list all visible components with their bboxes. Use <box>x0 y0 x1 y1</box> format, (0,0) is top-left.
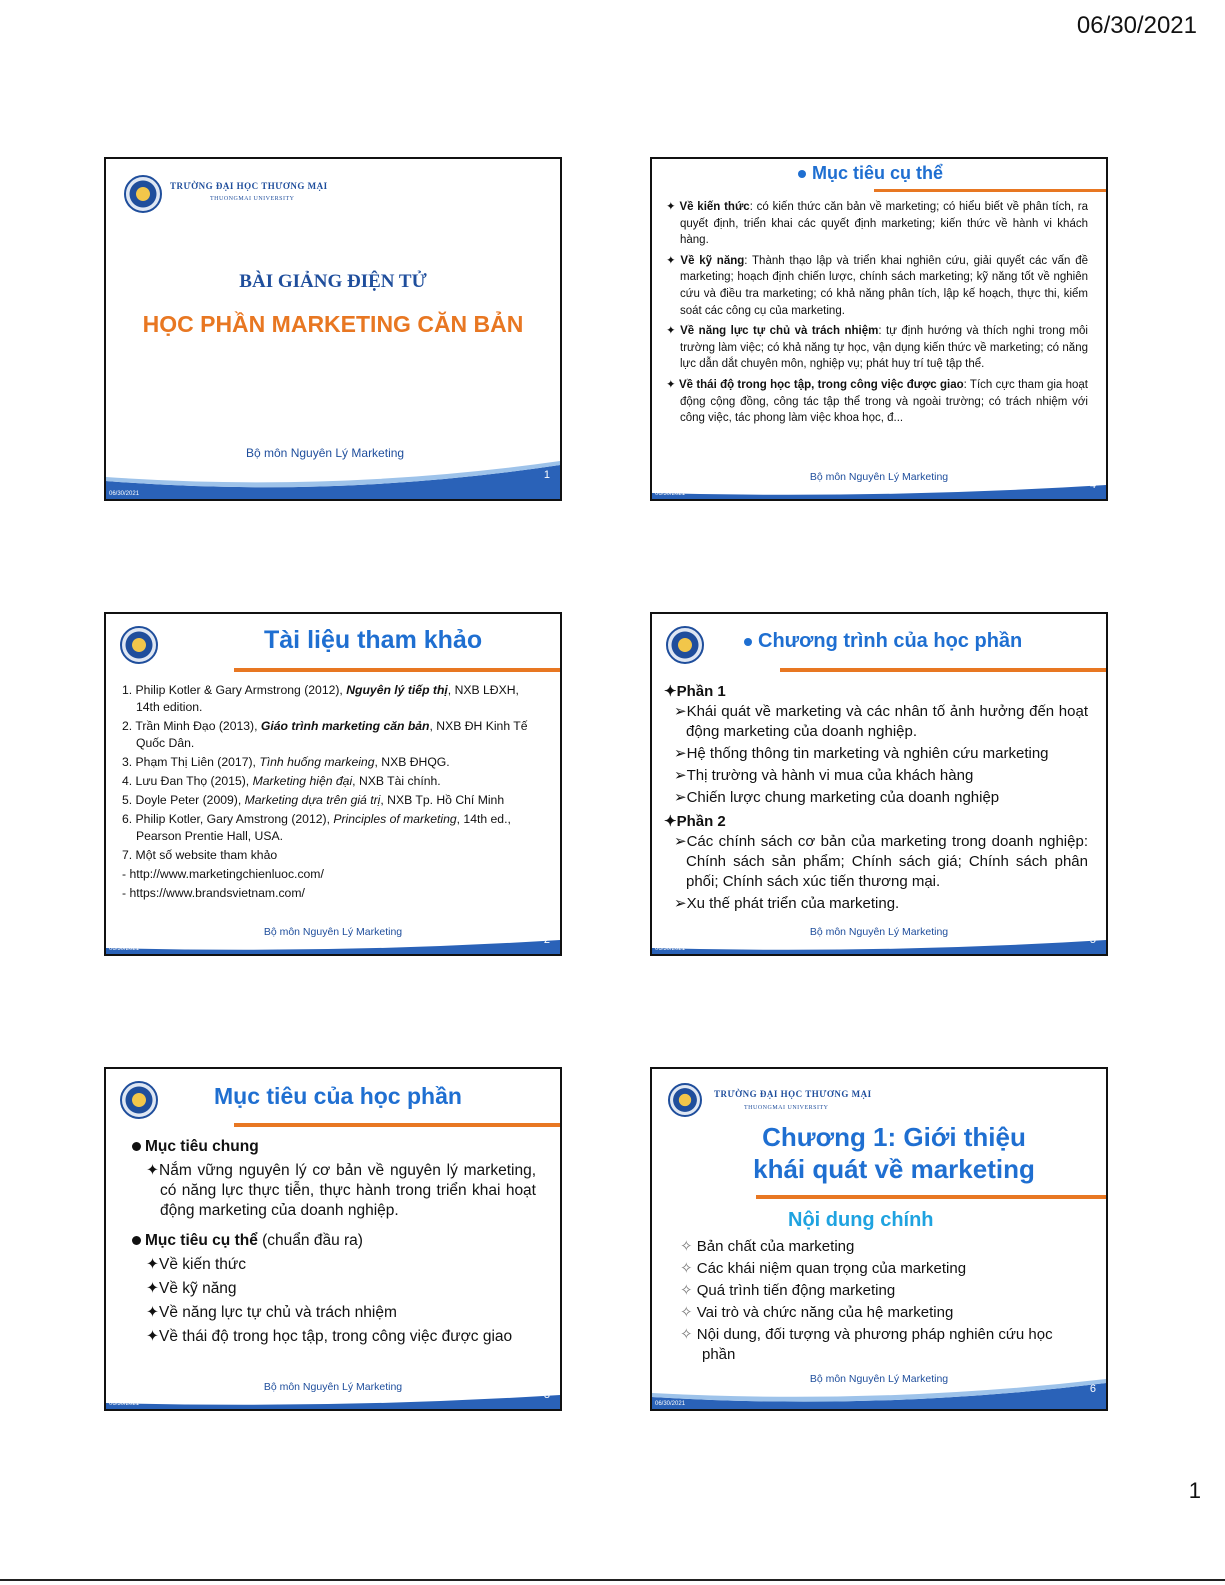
slide-2[interactable] <box>104 612 562 956</box>
title-underline <box>234 668 560 672</box>
content-item-text: Quá trình tiến động marketing <box>696 1282 896 1299</box>
footer-bar <box>652 940 1106 954</box>
program-item <box>674 788 1088 808</box>
content-item <box>680 1303 1066 1323</box>
slide-title: Mục tiêu của học phần <box>214 1083 462 1109</box>
content-item-text: Vai trò và chức năng của hệ marketing <box>696 1304 954 1321</box>
program-item-text: Chiến lược chung marketing của doanh nghiệp <box>686 789 1000 806</box>
star-bullet-icon: ✦ <box>666 201 680 213</box>
slide-footer-date: 06/30/2021 <box>109 1401 140 1407</box>
slide-footer-date: 06/30/2021 <box>655 946 686 952</box>
bullet-dot-icon <box>744 638 752 646</box>
slide-title: Chương trình của học phần <box>744 630 1022 653</box>
reference-publisher: , NXB ĐHQG. <box>374 755 450 769</box>
objective-item <box>666 253 1088 319</box>
program-item <box>674 766 1088 786</box>
specific-goal-text: Về năng lực tự chủ và trách nhiệm <box>159 1304 397 1321</box>
university-name: TRƯỜNG ĐẠI HỌC THƯƠNG MẠI <box>170 181 328 191</box>
reference-text: 4. Lưu Đan Thọ (2015), <box>122 774 253 788</box>
part-heading <box>664 682 1088 702</box>
reference-text: - http://www.marketingchienluoc.com/ <box>122 867 324 881</box>
footer-bar <box>106 459 560 499</box>
section-heading: Nội dung chính <box>788 1209 934 1231</box>
page-date: 06/30/2021 <box>1076 12 1197 39</box>
reference-item <box>122 847 540 864</box>
objective-text: : Thành thạo lập và triển khai nghiên cứu, giải quyết các vấn đề marketing; hoạch định chiến lược, chính sách marketing; kỹ năng tốt về nghiên cứu và điều tra marketing; có khả năng phân tích, lập kế hoạch, thực thi, kiểm soát các công cụ của marketing. <box>680 254 1088 317</box>
content-item <box>680 1281 1066 1301</box>
specific-goal-text: Về thái độ trong học tập, trong công việc được giao <box>159 1328 513 1345</box>
slide-number: 5 <box>1089 934 1096 946</box>
slide-title: Mục tiêu cụ thể <box>798 163 943 184</box>
slide-1[interactable] <box>104 157 562 501</box>
content-item <box>680 1237 1066 1257</box>
slide-number: 2 <box>543 934 550 946</box>
department-label: Bộ môn Nguyên Lý Marketing <box>809 926 949 938</box>
reference-publisher: , NXB ĐH Kinh Tế Quốc Dân. <box>136 719 528 750</box>
content-item <box>680 1259 1066 1279</box>
objective-text: : Tích cực tham gia hoạt động cộng đồng, công tác tập thể trong và ngoài trường; có trách nhiệm với công việc, tác phong làm việc khoa học, đ... <box>680 378 1088 425</box>
department-label: Bộ môn Nguyên Lý Marketing <box>809 471 949 483</box>
university-logo <box>668 1083 702 1117</box>
specific-goal-item <box>146 1279 536 1299</box>
reference-item <box>122 885 540 902</box>
university-name: TRƯỜNG ĐẠI HỌC THƯƠNG MẠI <box>714 1089 872 1099</box>
content-item-text: Bản chất của marketing <box>696 1238 855 1255</box>
reference-item <box>122 866 540 883</box>
reference-title: Giáo trình marketing căn bản <box>260 719 430 733</box>
slide-content <box>132 1137 536 1347</box>
program-item <box>674 744 1088 764</box>
reference-item <box>122 792 540 809</box>
star-bullet-icon: ✦ <box>146 1304 159 1321</box>
star-bullet-icon: ✦ <box>666 378 679 391</box>
university-logo <box>124 175 162 213</box>
content-item-text: Nội dung, đối tượng và phương pháp nghiên cứu học phần <box>696 1326 1053 1363</box>
bullet-dot-icon <box>132 1142 141 1151</box>
department-label: Bộ môn Nguyên Lý Marketing <box>263 1381 403 1393</box>
program-item-text: Xu thế phát triển của marketing. <box>686 895 900 912</box>
program-item <box>674 832 1088 892</box>
chapter-title-line-1: Chương 1: Giới thiệu <box>762 1122 1026 1152</box>
title-underline <box>756 1195 1106 1199</box>
part-heading-label: Phần 2 <box>676 813 726 830</box>
slide-6[interactable] <box>650 1067 1108 1411</box>
university-logo <box>120 626 158 664</box>
reference-text: 7. Một số website tham khảo <box>122 848 278 862</box>
specific-goal-heading: Mục tiêu cụ thể (chuẩn đầu ra) <box>132 1231 536 1251</box>
objective-heading: Về kiến thức <box>679 201 750 213</box>
general-goal-heading: Mục tiêu chung <box>132 1137 536 1157</box>
page-number: 1 <box>1188 1478 1201 1503</box>
slide-number: 6 <box>1089 1383 1096 1395</box>
program-item-text: Khái quát về marketing và các nhân tố ảnh hưởng đến hoạt động marketing của doanh nghiệp. <box>686 703 1088 740</box>
objective-heading: Về thái độ trong học tập, trong công việc được giao <box>678 378 964 391</box>
footer-bar <box>106 1395 560 1409</box>
slide-number: 4 <box>1089 479 1096 491</box>
footer-bar <box>652 1379 1106 1409</box>
slide-3[interactable] <box>104 1067 562 1411</box>
slide-content <box>664 678 1088 916</box>
reference-title: Marketing hiện đại <box>252 774 353 788</box>
reference-text: 5. Doyle Peter (2009), <box>122 793 245 807</box>
university-subtitle: THUONGMAI UNIVERSITY <box>744 1105 829 1111</box>
star-bullet-icon: ✦ <box>146 1256 159 1273</box>
reference-text: 3. Phạm Thị Liên (2017), <box>122 755 260 769</box>
title-underline <box>874 189 1106 192</box>
reference-publisher: , NXB LĐXH, 14th edition. <box>136 683 519 714</box>
slide-footer-date: 06/30/2021 <box>109 491 140 497</box>
reference-title: Principles of marketing <box>333 812 457 826</box>
slide-subtitle: BÀI GIẢNG ĐIỆN TỬ <box>239 271 427 292</box>
star-bullet-icon: ✦ <box>666 325 681 338</box>
reference-title: Marketing dựa trên giá trị <box>244 793 381 807</box>
department-label: Bộ môn Nguyên Lý Marketing <box>809 1373 949 1385</box>
university-subtitle: THUONGMAI UNIVERSITY <box>210 196 295 202</box>
slide-footer-date: 06/30/2021 <box>109 946 140 952</box>
compass-bullet-icon: ✧ <box>680 1238 697 1255</box>
objective-heading: Về kỹ năng <box>680 254 745 267</box>
bullet-dot-icon <box>798 170 806 178</box>
arrow-bullet-icon: ➢ <box>674 789 687 806</box>
bullet-dot-icon <box>132 1236 141 1245</box>
slide-number: 1 <box>543 469 550 481</box>
star-bullet-icon: ✦ <box>664 813 677 830</box>
title-underline <box>234 1123 560 1127</box>
specific-goal-item <box>146 1303 536 1323</box>
reference-item <box>122 718 540 752</box>
reference-publisher: , NXB Tp. Hồ Chí Minh <box>380 793 505 807</box>
slide-footer-date: 06/30/2021 <box>655 491 686 497</box>
reference-text: 1. Philip Kotler & Gary Armstrong (2012), <box>122 683 347 697</box>
arrow-bullet-icon: ➢ <box>674 895 687 912</box>
slide-footer-date: 06/30/2021 <box>655 1401 686 1407</box>
star-bullet-icon: ✦ <box>146 1328 159 1345</box>
university-logo <box>120 1081 158 1119</box>
program-item <box>674 894 1088 914</box>
program-item-text: Các chính sách cơ bản của marketing trong doanh nghiệp: Chính sách sản phẩm; Chính sách giá; Chính sách phân phối; Chính sách xúc tiến thương mại. <box>686 833 1088 890</box>
slide-content <box>666 199 1088 431</box>
content-item <box>680 1325 1066 1365</box>
department-label: Bộ môn Nguyên Lý Marketing <box>263 926 403 938</box>
compass-bullet-icon: ✧ <box>680 1282 697 1299</box>
title-underline <box>780 668 1106 672</box>
objective-text: : tự định hướng và thích nghi trong môi trường làm việc; có khả năng tự học, vận dụng kiến thức về marketing; có năng lực dẫn dắt chuyên môn, nghiệp vụ; phát huy trí tuệ tập thể. <box>680 325 1088 371</box>
part-heading <box>664 812 1088 832</box>
department-label: Bộ môn Nguyên Lý Marketing <box>246 446 405 460</box>
specific-goals-list <box>146 1255 536 1347</box>
objective-item <box>666 199 1088 249</box>
program-item-text: Hệ thống thông tin marketing và nghiên cứu marketing <box>686 745 1049 762</box>
reference-publisher: , NXB Tài chính. <box>352 774 441 788</box>
part-heading-label: Phần 1 <box>676 683 726 700</box>
bottom-rule <box>0 1579 1225 1581</box>
content-item-text: Các khái niệm quan trọng của marketing <box>696 1260 967 1277</box>
reference-text: - https://www.brandsvietnam.com/ <box>122 886 305 900</box>
program-item-text: Thị trường và hành vi mua của khách hàng <box>686 767 974 784</box>
general-goal-text: ✦Nắm vững nguyên lý cơ bản về nguyên lý marketing, có năng lực thực tiễn, thực hành trong triển khai hoạt động marketing của doanh nghiệp. <box>146 1162 536 1219</box>
compass-bullet-icon: ✧ <box>680 1260 697 1277</box>
objective-item <box>666 323 1088 373</box>
university-logo <box>666 626 704 664</box>
objective-heading: Về năng lực tự chủ và trách nhiệm <box>680 325 879 338</box>
objective-text: : có kiến thức căn bản về marketing; có hiểu biết về phân tích, ra quyết định, triển khai các quyết định marketing; kiến thức về hành vi khách hàng. <box>680 201 1088 247</box>
chapter-title-line-2: khái quát về marketing <box>753 1154 1035 1184</box>
slide-title: Tài liệu tham khảo <box>264 626 483 654</box>
chapter-title <box>682 1121 1106 1185</box>
reference-item <box>122 811 540 845</box>
slide-4[interactable] <box>650 157 1108 501</box>
compass-bullet-icon: ✧ <box>680 1326 697 1343</box>
specific-goal-item <box>146 1327 536 1347</box>
slide-5[interactable] <box>650 612 1108 956</box>
reference-item <box>122 682 540 716</box>
arrow-bullet-icon: ➢ <box>674 745 687 762</box>
specific-goal-text: Về kỹ năng <box>159 1280 237 1297</box>
star-bullet-icon: ✦ <box>664 683 677 700</box>
arrow-bullet-icon: ➢ <box>674 833 687 850</box>
objective-item <box>666 377 1088 427</box>
reference-item <box>122 773 540 790</box>
star-bullet-icon: ✦ <box>146 1162 159 1179</box>
specific-goal-text: Về kiến thức <box>159 1256 247 1273</box>
reference-item <box>122 754 540 771</box>
arrow-bullet-icon: ➢ <box>674 767 687 784</box>
slide-number: 3 <box>543 1389 550 1401</box>
footer-bar <box>652 485 1106 499</box>
compass-bullet-icon: ✧ <box>680 1304 697 1321</box>
slide-title: HỌC PHẦN MARKETING CĂN BẢN <box>142 311 524 337</box>
reference-publisher: , 14th ed., Pearson Prentie Hall, USA. <box>136 812 511 843</box>
star-bullet-icon: ✦ <box>146 1280 159 1297</box>
reference-title: Tình huống markeing <box>259 755 375 769</box>
specific-goal-item <box>146 1255 536 1275</box>
arrow-bullet-icon: ➢ <box>674 703 687 720</box>
program-item <box>674 702 1088 742</box>
reference-title: Nguyên lý tiếp thị <box>346 683 448 697</box>
slide-content <box>680 1237 1066 1367</box>
reference-text: 6. Philip Kotler, Gary Amstrong (2012), <box>122 812 334 826</box>
reference-text: 2. Trần Minh Đạo (2013), <box>122 719 261 733</box>
references-list <box>122 682 540 904</box>
footer-bar <box>106 940 560 954</box>
star-bullet-icon: ✦ <box>666 254 681 267</box>
